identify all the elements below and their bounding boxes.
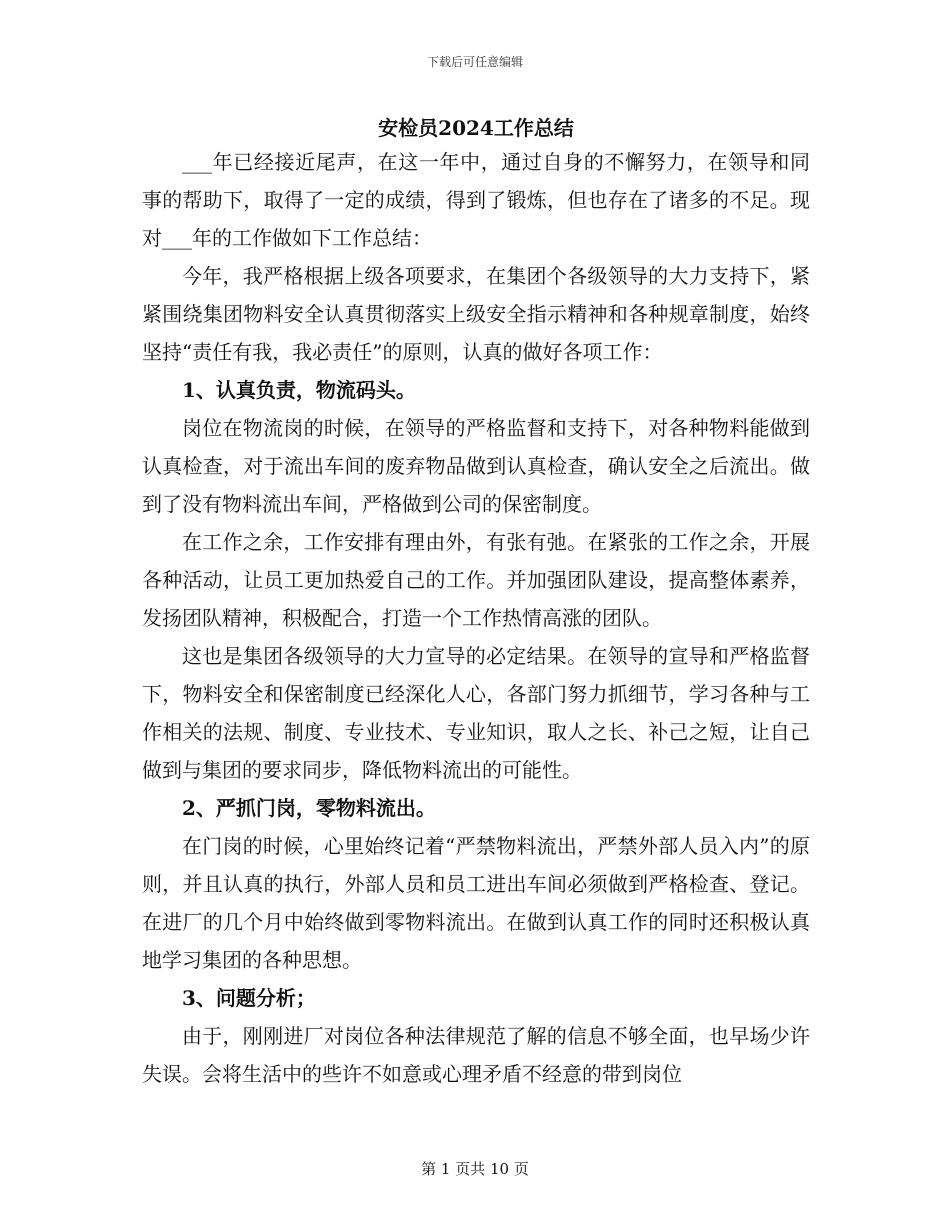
paragraph-logistics: 岗位在物流岗的时候，在领导的严格监督和支持下，对各种物料能做到认真检查，对于流出车间的废弃物品做到认真检查，确认安全之后流出。做到了没有物料流出车间，严格做到公司的保密制度。 [142,416,810,516]
section-heading-2: 2、严抓门岗，零物料流出。 [182,796,436,820]
page-header: 下载后可任意编辑 [426,55,523,69]
paragraph-leadership: 这也是集团各级领导的大力宣导的必定结果。在领导的宣导和严格监督下，物料安全和保密制度已经深化人心，各部门努力抓细节，学习各种与工作相关的法规、制度、专业技术、专业知识，取人之长、补己之短，让自己做到与集团的要求同步，降低物料流出的可能性。 [142,644,810,782]
paragraph-team: 在工作之余，工作安排有理由外，有张有弛。在紧张的工作之余，开展各种活动，让员工更加热爱自己的工作。并加强团队建设，提高整体素养，发扬团队精神，积极配合，打造一个工作热情高涨的团队。 [142,530,810,630]
section-heading-1: 1、认真负责，物流码头。 [182,378,416,402]
document-body [142,113,810,1093]
paragraph-overview: 今年，我严格根据上级各项要求，在集团个各级领导的大力支持下，紧紧围绕集团物料安全认真贯彻落实上级安全指示精神和各种规章制度，始终坚持“责任有我，我必责任”的原则，认真的做好各项工作： [142,264,810,364]
document-title: 安检员2024工作总结 [378,116,574,140]
section-heading-3: 3、问题分析； [182,986,316,1010]
paragraph-intro: ___年已经接近尾声，在这一年中，通过自身的不懈努力，在领导和同事的帮助下，取得了一定的成绩，得到了锻炼，但也存在了诸多的不足。现对___年的工作做如下工作总结： [142,150,810,250]
page-footer: 第 1 页共 10 页 [421,1160,529,1178]
paragraph-gate: 在门岗的时候，心里始终记着“严禁物料流出，严禁外部人员入内”的原则，并且认真的执行，外部人员和员工进出车间必须做到严格检查、登记。在进厂的几个月中始终做到零物料流出。在做到认真工作的同时还积极认真地学习集团的各种思想。 [142,834,810,972]
paragraph-analysis: 由于，刚刚进厂对岗位各种法律规范了解的信息不够全面，也早场少许失误。会将生活中的些许不如意或心理矛盾不经意的带到岗位 [142,1024,810,1086]
